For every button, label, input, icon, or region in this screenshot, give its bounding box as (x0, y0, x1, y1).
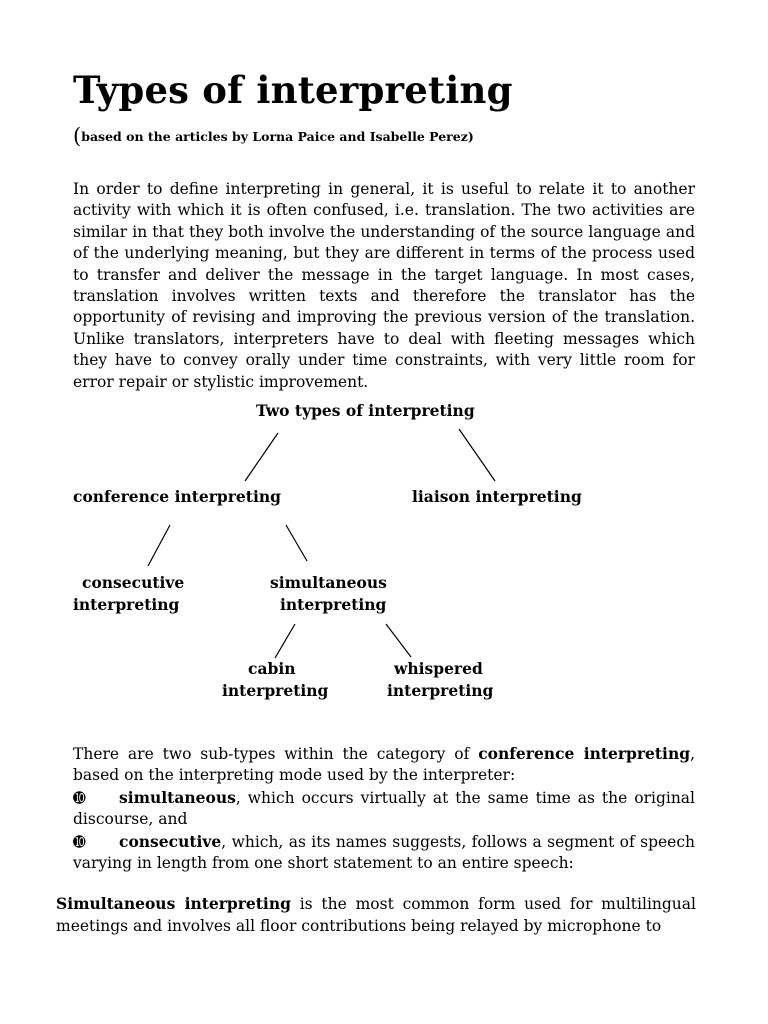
connector-simultaneous-cabin (275, 624, 295, 658)
subtypes-intro-text: There are two sub-types within the category of (73, 745, 479, 763)
node-simultaneous-line2: interpreting (280, 595, 387, 614)
simultaneous-paragraph-text: is the most common form used for multilingual meetings and involves all floor contributions being relayed by microphone to (56, 895, 696, 935)
subtypes-intro (73, 743, 695, 787)
node-simultaneous-line1: simultaneous (270, 573, 387, 592)
subtypes-section (73, 743, 695, 874)
node-two-types: Two types of interpreting (256, 401, 475, 420)
connector-root-liaison (459, 429, 495, 481)
connector-simultaneous-whispered (386, 624, 411, 657)
bullet-ten-icon: ➓ (73, 832, 86, 851)
subtype-item-consecutive (73, 831, 695, 875)
node-conference-interpreting: conference interpreting (73, 487, 281, 506)
node-whispered-line1: whispered (394, 659, 483, 678)
subtype-item-consecutive-term: consecutive (119, 831, 222, 851)
node-cabin-line2: interpreting (222, 681, 329, 700)
intro-paragraph: In order to define interpreting in general, it is useful to relate it to another activity with which it is often confused, i.e. translation. The two activities are similar in that they both involve the understanding of the source language and of the underlying meaning, but they are different in terms of the process used to transfer and deliver the message in the target language. In most cases, translation involves written texts and therefore the translator has the opportunity of revising and improving the previous version of the translation. Unlike translators, interpreters have to deal with fleeting messages which they have to convey orally under time constraints, with very little room for error repair or stylistic improvement. (73, 180, 695, 391)
node-consecutive-line2: interpreting (73, 595, 180, 614)
subtype-item-simultaneous-term: simultaneous (119, 787, 236, 807)
subtype-item-simultaneous (73, 787, 695, 831)
bullet-ten-icon: ➓ (73, 788, 86, 807)
subtype-item-simultaneous-text: , which occurs virtually at the same time as the original discourse, and (73, 788, 695, 829)
node-cabin-line1: cabin (248, 659, 296, 678)
simultaneous-paragraph (56, 893, 696, 937)
page-title: Types of interpreting (73, 68, 513, 112)
subtypes-intro-bold: conference interpreting (478, 744, 691, 763)
connector-conference-consecutive (148, 525, 170, 566)
node-liaison-interpreting: liaison interpreting (412, 487, 582, 506)
simultaneous-paragraph-term: Simultaneous interpreting (56, 894, 291, 913)
connector-conference-simultaneous (286, 525, 307, 561)
subtitle-text: based on the articles by Lorna Paice and Isabelle Perez) (81, 129, 474, 144)
node-consecutive-line1: consecutive (82, 573, 185, 592)
subtype-item-consecutive-text: , which, as its names suggests, follows a segment of speech varying in length from one short statement to an entire speech: (73, 832, 695, 873)
node-whispered-line2: interpreting (387, 681, 494, 700)
subtypes-intro-tail: , based on the interpreting mode used by the interpreter: (73, 745, 695, 785)
connector-root-conference (245, 433, 278, 481)
subtitle-open-paren: ( (73, 124, 82, 148)
